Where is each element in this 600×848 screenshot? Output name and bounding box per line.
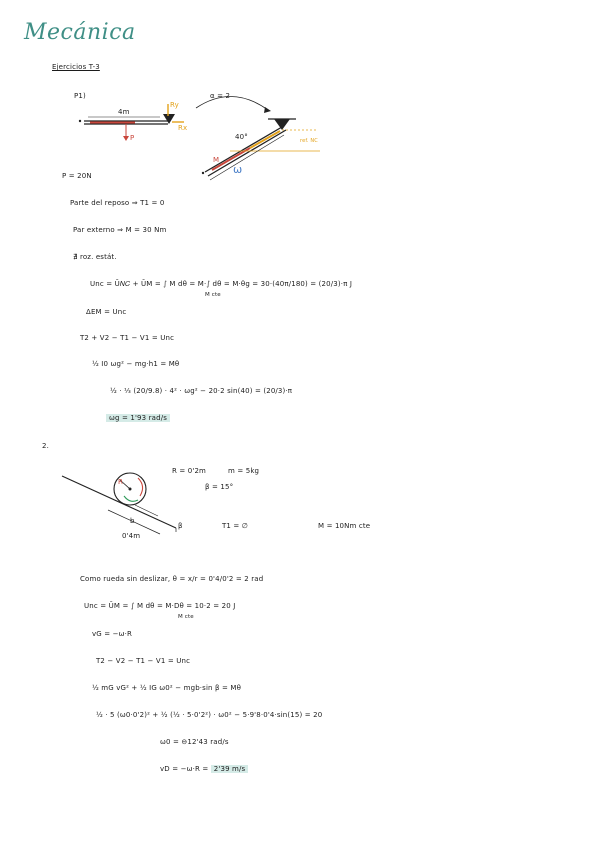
p2-line7: ω0 = ⊖12'43 rad/s [160,738,229,746]
p2-given-r: R = 0'2m [172,467,207,475]
p1-line1: Parte del reposo ⇒ T1 = 0 [70,199,165,207]
p2-t1: T1 = ∅ [222,522,249,530]
p1-line2: Par externo ⇒ M = 30 Nm [73,226,167,234]
p2-label-r: R [118,478,124,486]
p1-line7: ½ I0 ωg² − mg·h1 = Mθ [92,360,180,368]
p2-dist: 0'4m [122,532,141,540]
p1-angle: 40° [235,133,248,141]
p1-dim-length: 4m [118,108,130,116]
p1-line3: ∄ roz. estát. [73,253,117,261]
p1-line6: T2 + V2 − T1 − V1 = Unc [80,334,175,342]
p1-label-omega: ω [233,163,243,176]
exercise-heading: Ejercicios T-3 [52,63,100,71]
p2-given-beta: β = 15° [205,483,234,491]
p2-line1: Como rueda sin deslizar, θ = x/r = 0'4/0'2 = 2 rad [80,575,264,583]
p1-side-note: ref. NC [300,138,318,144]
p1-line5: ΔEM = Unc [86,308,127,316]
p2-given-m: m = 5kg [228,467,260,475]
rotation-arc [196,96,268,110]
p2-result: 2'39 m/s [211,765,249,773]
p1-line4: Unc = Ū𝑁𝐶 + ŪM = ∫ M dθ = M·∫ dθ = M·θg = 30·(40π/180) = (20/3)·π J [90,280,353,288]
p2-line2: Unc = ŪM = ∫ M dθ = M·Dθ = 10·2 = 20 J [84,602,236,610]
p1-line4-sub: M cte [205,292,221,298]
p1-rotation-label: α = 2 [210,92,231,100]
p1-label-m: M [213,156,220,164]
p2-label: 2. [42,442,49,450]
p2-m-given: M = 10Nm cte [318,522,371,530]
p2-label-beta: β [178,522,183,530]
p1-given-p: P = 20N [62,172,92,180]
bar-diagram-inclined [202,119,320,180]
p1-line8: ½ · ⅓ (20/9.8) · 4² · ωg² − 20·2 sin(40) = (20/3)·π [110,387,293,395]
p2-line4: T2 − V2 − T1 − V1 = Unc [96,657,191,665]
p1-label-rx: Rx [178,124,188,132]
p1-label-ry: Ry [170,101,179,109]
p2-line5: ½ mG vG² + ½ IG ω0² − mgb·sin β = Mθ [92,684,242,692]
p2-line2-sub: M cte [178,614,194,620]
p2-line8: vD = −ω·R = 2'39 m/s [160,765,248,773]
page-title: Mecánica [24,20,136,45]
p2-line6: ½ · 5 (ω0·0'2)² + ½ (½ · 5·0'2²) · ω0² − 5·9'8·0'4·sin(15) = 20 [96,711,323,719]
p2-line3: vG = −ω·R [92,630,133,638]
p1-label-p: P [130,134,135,142]
p1-label: P1) [74,92,86,100]
p1-result: ωg = 1'93 rad/s [106,414,170,422]
p2-label-b: b [130,517,135,525]
